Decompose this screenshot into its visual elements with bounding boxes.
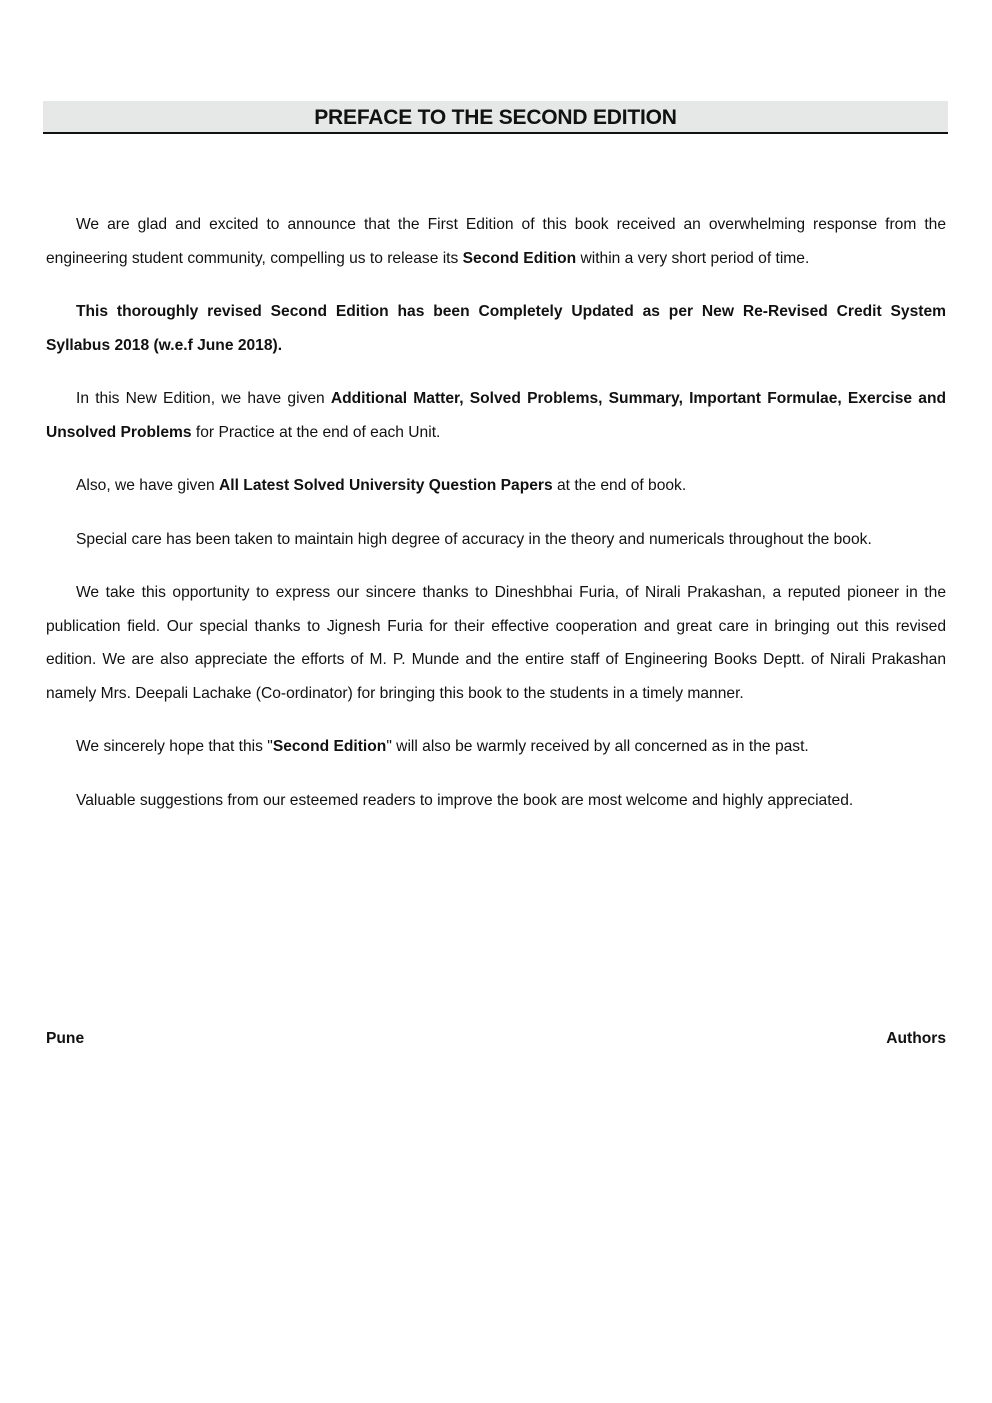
bold-text: Additional Matter, Solved Problems, Summary, Important Formulae, Exercise and Unsolved Problems [46,390,946,441]
text: We take this opportunity to express our sincere thanks to Dineshbhai Furia, of Nirali Prakashan, a reputed pioneer in the publication field. Our special thanks to Jignesh Furia for their effective cooperation and great care in bringing out this revised edition. We are also appreciate the efforts of M. P. Munde and the entire staff of Engineering Books Deptt. of Nirali Prakashan namely Mrs. Deepali Lachake (Co-ordinator) for bringing this book to the students in a timely manner. [46,584,946,702]
preface-body [46,208,946,837]
text: at the end of book. [552,477,687,494]
text: Also, we have given [76,477,220,494]
text: for Practice at the end of each Unit. [191,423,441,441]
paragraph [46,784,946,818]
paragraph [46,730,946,764]
text: Valuable suggestions from our esteemed readers to improve the book are most welcome and highly appreciated. [76,791,854,809]
paragraph [46,208,946,275]
text: within a very short period of time. [576,249,810,267]
paragraph [46,576,946,710]
bold-text: This thoroughly revised Second Edition has been Completely Updated as per New Re-Revised Credit System Syllabus 2018 (w.e.f June 2018). [46,303,946,354]
text: " will also be warmly received by all concerned as in the past. [386,738,809,755]
bold-text: Second Edition [272,738,387,755]
paragraph [46,469,946,503]
paragraph [46,382,946,449]
page-title: PREFACE TO THE SECOND EDITION [314,106,677,129]
text: We are glad and excited to announce that the First Edition of this book received an overwhelming response from the engineering student community, compelling us to release its [46,216,946,267]
text: Special care has been taken to maintain high degree of accuracy in the theory and numericals throughout the book. [76,530,872,548]
text: In this New Edition, we have given [76,390,331,407]
bold-text: Second Edition [462,249,577,267]
text: We sincerely hope that this " [76,738,273,755]
paragraph [46,295,946,362]
footer [46,1024,946,1054]
signature: Authors [886,1030,946,1047]
place: Pune [46,1030,85,1047]
bold-text: All Latest Solved University Question Papers [219,477,553,494]
title-band [43,101,948,134]
paragraph [46,523,946,557]
